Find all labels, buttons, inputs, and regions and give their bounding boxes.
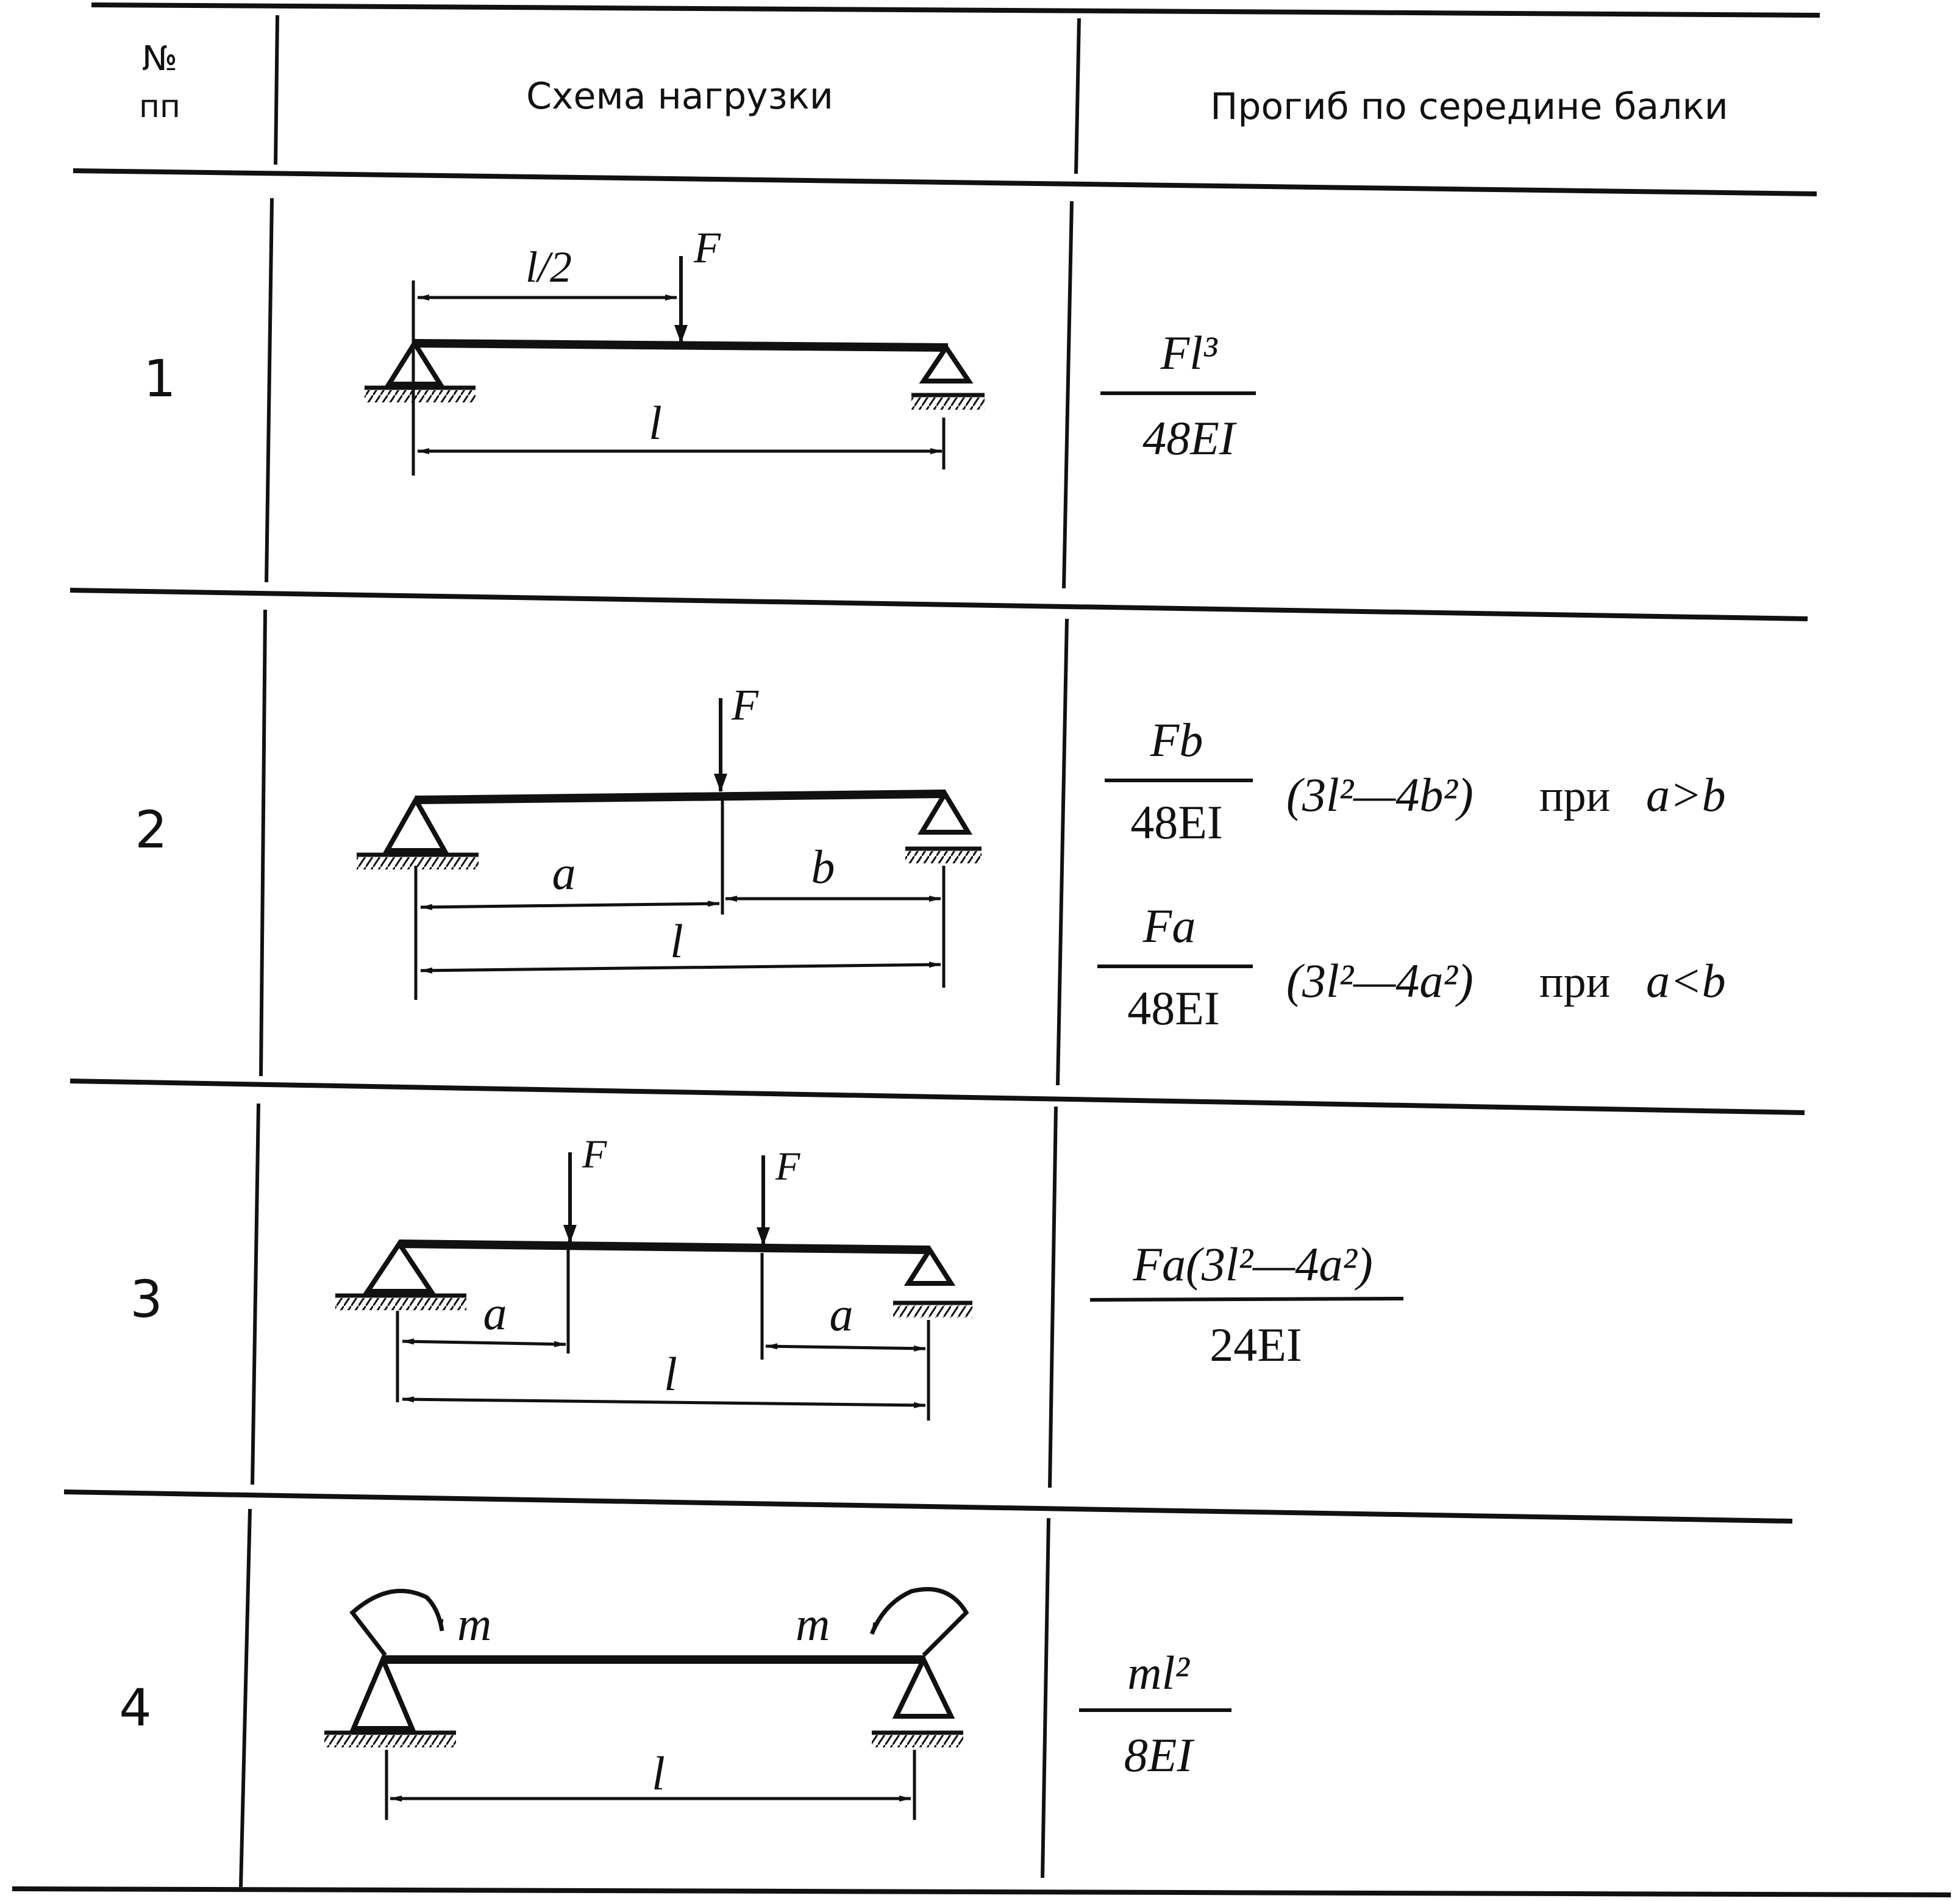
rule-col-1-row-3 — [252, 1104, 258, 1485]
dimension-b-label: b — [811, 840, 835, 893]
row-4-beam-diagram — [324, 1589, 966, 1820]
formula-numerator: Fa(3l²—4a²) — [1133, 1238, 1373, 1291]
row-3-formula — [1090, 1238, 1403, 1371]
row-2-beam-diagram — [357, 680, 982, 1000]
rule-row-1-bottom — [70, 590, 1808, 619]
rule-col-2-row-2 — [1058, 619, 1067, 1085]
force-right-label: F — [775, 1144, 800, 1189]
formula-factor: (3l²—4a²) — [1286, 954, 1474, 1007]
formula-numerator: Fa — [1142, 899, 1196, 952]
header-number-sign: № — [141, 39, 178, 79]
row-3-beam-diagram — [335, 1132, 972, 1421]
pin-support-icon — [357, 800, 479, 869]
roller-support-icon — [893, 1250, 972, 1318]
dimension-span-label: l — [664, 1347, 677, 1400]
force-left-label: F — [582, 1132, 607, 1177]
fraction-bar — [1090, 1299, 1403, 1300]
row-1-beam-diagram — [365, 223, 985, 476]
rule-header-bottom — [73, 171, 1817, 194]
header-number-abbrev: пп — [139, 88, 180, 125]
row-1-formula — [1100, 326, 1256, 465]
table-row — [143, 223, 1256, 476]
beam — [415, 343, 948, 348]
rule-top — [91, 5, 1820, 15]
roller-support-icon — [905, 794, 982, 863]
moment-right-label: m — [796, 1597, 830, 1650]
row-number: 2 — [135, 800, 168, 860]
force-label: F — [732, 680, 758, 729]
beam — [416, 794, 945, 800]
rule-row-3-bottom — [64, 1492, 1792, 1521]
dimension-a-left — [402, 1341, 566, 1344]
pin-support-icon — [324, 1660, 456, 1747]
dimension-a-label: a — [552, 846, 576, 899]
header-deflection: Прогиб по середине балки — [1210, 85, 1728, 128]
formula-denominator: 48EI — [1130, 796, 1223, 849]
table-row — [130, 1132, 1403, 1421]
table-row — [135, 680, 1725, 1035]
pin-support-icon — [872, 1660, 963, 1747]
condition-word: при — [1539, 957, 1611, 1007]
formula-denominator: 48EI — [1142, 412, 1235, 465]
moment-left-icon — [352, 1591, 442, 1655]
dimension-a-right-label: a — [829, 1288, 853, 1341]
header-scheme: Схема нагрузки — [526, 75, 833, 118]
rule-col-2-top — [1076, 18, 1079, 174]
formula-factor: (3l²—4b²) — [1286, 768, 1474, 821]
moment-right-icon — [872, 1589, 966, 1655]
formula-numerator: ml² — [1127, 1646, 1189, 1699]
row-2-formula-a-lt-b — [1097, 899, 1726, 1035]
rule-bottom — [12, 1889, 1951, 1895]
condition: a>b — [1646, 768, 1726, 821]
roller-support-icon — [911, 348, 985, 410]
row-number: 4 — [119, 1678, 152, 1738]
row-4-formula — [1079, 1646, 1231, 1782]
condition: a<b — [1646, 954, 1726, 1007]
rule-col-1-row-1 — [266, 198, 272, 582]
formula-denominator: 8EI — [1124, 1728, 1193, 1782]
rule-col-1-row-2 — [261, 610, 265, 1076]
dimension-a-left-label: a — [483, 1286, 507, 1339]
pin-support-icon — [365, 343, 476, 402]
formula-denominator: 24EI — [1210, 1318, 1302, 1371]
table-header — [139, 39, 1728, 128]
condition-word: при — [1539, 771, 1611, 821]
rule-col-2-row-3 — [1050, 1107, 1056, 1488]
moment-left-label: m — [457, 1597, 492, 1650]
formula-numerator: Fb — [1150, 713, 1203, 766]
force-label: F — [694, 223, 721, 272]
rule-col-1-row-4 — [241, 1509, 250, 1887]
formula-denominator: 48EI — [1127, 982, 1220, 1035]
formula-numerator: Fl³ — [1160, 326, 1217, 379]
pin-support-icon — [335, 1244, 466, 1310]
dimension-half-span-label: l/2 — [525, 243, 572, 291]
dimension-a-right — [766, 1346, 925, 1349]
table-horizontal-rules — [12, 5, 1951, 1895]
rule-row-2-bottom — [70, 1081, 1805, 1113]
dimension-span-label: l — [670, 915, 683, 968]
dimension-span-label: l — [649, 396, 662, 449]
rule-col-1-top — [276, 15, 277, 165]
rule-col-2-row-1 — [1064, 201, 1072, 588]
dimension-a — [421, 904, 719, 907]
dimension-span-label: l — [652, 1747, 665, 1800]
row-number: 3 — [130, 1269, 163, 1329]
row-2-formula-a-gt-b — [1105, 713, 1726, 849]
table-row — [119, 1589, 1231, 1820]
rule-col-2-row-4 — [1042, 1518, 1049, 1878]
beam — [399, 1244, 930, 1250]
row-number: 1 — [143, 349, 176, 408]
